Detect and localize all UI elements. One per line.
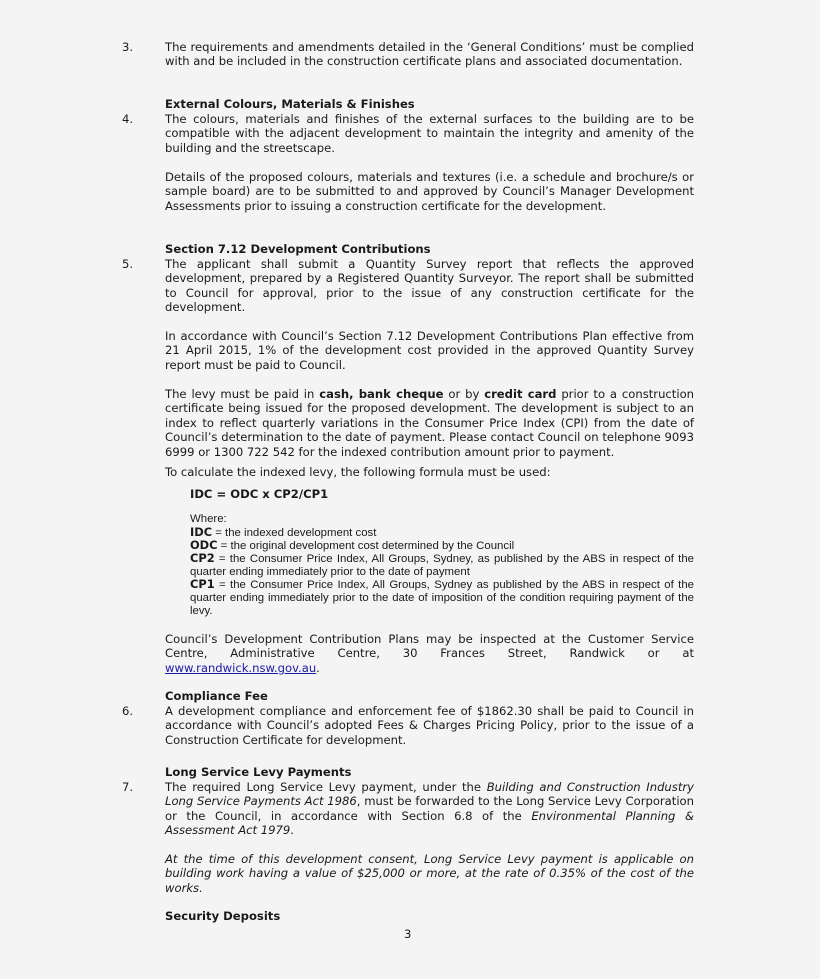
paragraph-long-service-levy bbox=[165, 780, 694, 838]
paragraph-compliance-fee: A development compliance and enforcement fee of $1862.30 shall be paid to Council in accordance with Council’s adopted Fees & Charges Pricing Policy, prior to the issue of a Construction Certificate for development. bbox=[165, 704, 694, 747]
heading-compliance-fee: Compliance Fee bbox=[165, 689, 268, 703]
lsl-text-a: The required Long Service Levy payment, under the bbox=[165, 780, 487, 794]
item-number-3: 3. bbox=[122, 40, 134, 54]
def-odc-text: = the original development cost determined by the Council bbox=[217, 540, 515, 552]
paragraph-general-conditions: The requirements and amendments detailed in the ‘General Conditions’ must be complied with and be included in the construction certificate plans and associated documentation. bbox=[165, 40, 694, 69]
heading-long-service-levy: Long Service Levy Payments bbox=[165, 765, 352, 779]
plans-text: Council’s Development Contribution Plans may be inspected at the Customer Service Centre, Administrative Centre, 30 Frances Street, Randwick or at bbox=[165, 632, 694, 661]
act-environmental-planning: Environmental Planning & Assessment Act 1979 bbox=[165, 808, 694, 838]
paragraph-levy-note: At the time of this development consent, Long Service Levy payment is applicable on building work having a value of $25,000 or more, at the rate of 0.35% of the cost of the works. bbox=[165, 852, 694, 895]
paragraph-colours-details: Details of the proposed colours, materials and textures (i.e. a schedule and brochure/s or sample board) are to be submitted to and approved by Council’s Manager Development Assessments prior to issuing a construction certificate for the development. bbox=[165, 170, 694, 213]
def-cp1-text: = the Consumer Price Index, All Groups, Sydney as published by the ABS in respect of the quarter ending immediately prior to the date of imposition of the condition requiring payment of the levy. bbox=[190, 579, 694, 617]
levy-text-a: The levy must be paid in bbox=[165, 387, 320, 401]
item-number-4: 4. bbox=[122, 112, 134, 126]
item-number-7: 7. bbox=[122, 780, 134, 794]
levy-card-bold: credit card bbox=[484, 387, 557, 401]
levy-cash-bold: cash, bank cheque bbox=[319, 387, 444, 401]
heading-security-deposits: Security Deposits bbox=[165, 909, 281, 923]
levy-text-or: or by bbox=[443, 387, 485, 401]
definition-idc bbox=[190, 526, 694, 540]
heading-external-colours: External Colours, Materials & Finishes bbox=[165, 97, 415, 111]
def-idc-text: = the indexed development cost bbox=[212, 527, 377, 539]
item-number-5: 5. bbox=[122, 257, 134, 271]
term-odc: ODC bbox=[190, 538, 218, 552]
term-cp1: CP1 bbox=[190, 577, 215, 591]
paragraph-levy-payment bbox=[165, 387, 694, 459]
paragraph-calculate-levy: To calculate the indexed levy, the following formula must be used: bbox=[165, 465, 551, 479]
heading-section-712: Section 7.12 Development Contributions bbox=[165, 242, 431, 256]
council-website-link[interactable]: www.randwick.nsw.gov.au bbox=[165, 660, 317, 675]
levy-text-b: prior to a construction certificate being issued for the proposed development. The development is subject to an index to reflect quarterly variations in the Consumer Price Index (CPI) from the date of Council’s determination to the date of payment. Please contact Council on telephone 9093 6999 or 1300 722 542 for the indexed contribution amount prior to payment. bbox=[165, 387, 695, 459]
definition-odc bbox=[190, 539, 694, 553]
term-idc: IDC bbox=[190, 525, 213, 539]
plans-text-end: . bbox=[316, 660, 320, 675]
paragraph-contributions-plan: In accordance with Council’s Section 7.12 Development Contributions Plan effective from 21 April 2015, 1% of the development cost provided in the approved Quantity Survey report must be paid to Council. bbox=[165, 329, 694, 372]
paragraph-colours-compatible: The colours, materials and finishes of the external surfaces to the building are to be compatible with the adjacent development to maintain the integrity and amenity of the building and the streetscape. bbox=[165, 112, 694, 155]
definition-cp2 bbox=[190, 552, 694, 579]
act-building-construction: Building and Construction Industry Long Service Payments Act 1986 bbox=[165, 780, 694, 809]
lsl-text-c: . bbox=[290, 823, 294, 838]
page-number: 3 bbox=[404, 927, 412, 941]
item-number-6: 6. bbox=[122, 704, 134, 718]
lsl-text-b: , must be forwarded to the Long Service Levy Corporation or the Council, in accordance with Section 6.8 of the bbox=[165, 794, 694, 823]
definition-cp1 bbox=[190, 578, 694, 618]
formula-where: Where: bbox=[190, 513, 227, 525]
paragraph-contribution-plans bbox=[165, 632, 694, 675]
def-cp2-text: = the Consumer Price Index, All Groups, Sydney, as published by the ABS in respect of the quarter ending immediately prior to the date of payment bbox=[190, 553, 694, 578]
formula-idc: IDC = ODC x CP2/CP1 bbox=[190, 487, 329, 501]
paragraph-quantity-survey: The applicant shall submit a Quantity Survey report that reflects the approved development, prepared by a Registered Quantity Surveyor. The report shall be submitted to Council for approval, prior to the issue of any construction certificate for the development. bbox=[165, 257, 694, 315]
term-cp2: CP2 bbox=[190, 551, 215, 565]
